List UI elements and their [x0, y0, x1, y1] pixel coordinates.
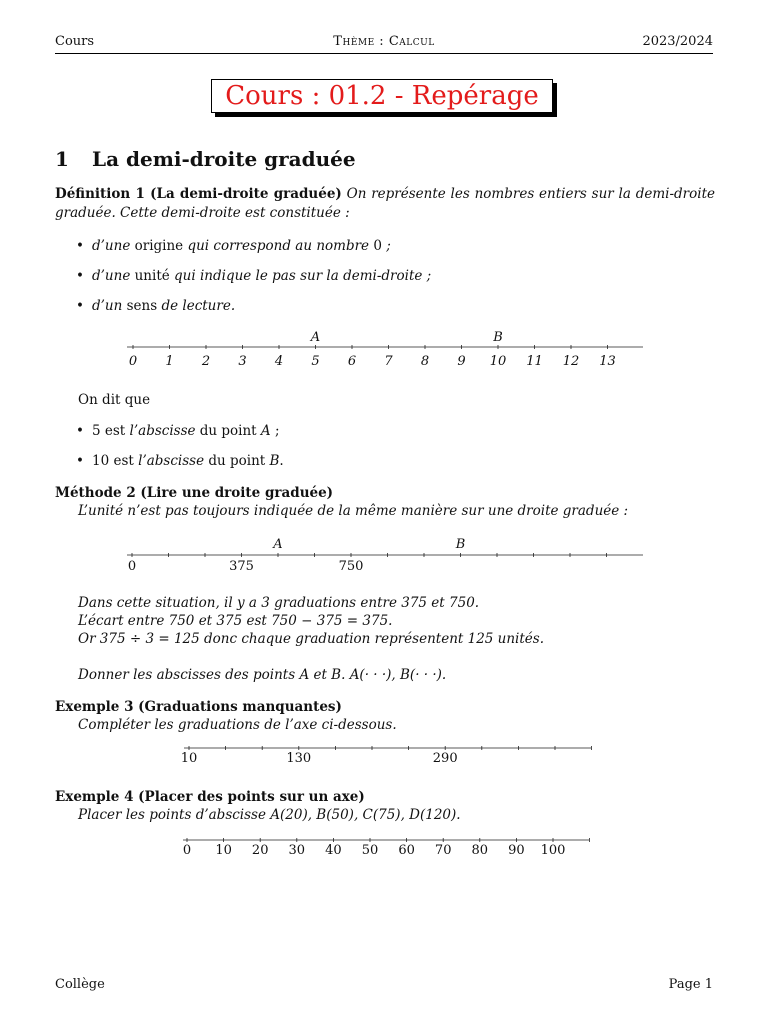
- tick-label: 4: [274, 354, 284, 369]
- exemple3-label: Exemple 3 (Graduations manquantes): [55, 699, 342, 715]
- methode-line-2: L’écart entre 750 et 375 est 750 − 375 = 375.: [78, 613, 393, 629]
- tick-label: 12: [562, 354, 580, 369]
- header-left: Cours: [55, 34, 95, 49]
- page-title: Cours : 01.2 - Repérage: [211, 79, 553, 113]
- tick-label: 10: [215, 843, 232, 858]
- tick-label: 10: [180, 751, 198, 766]
- item-end: .: [279, 453, 284, 469]
- tick-label: 6: [347, 354, 357, 369]
- point-label: A: [273, 537, 283, 552]
- tick-label: 11: [526, 354, 543, 369]
- item-pre: d’un: [92, 298, 127, 314]
- tick-label: 130: [286, 751, 312, 766]
- point-label: B: [493, 330, 503, 345]
- tick-label: 7: [384, 354, 393, 369]
- tick-label: 8: [420, 354, 430, 369]
- list-item: [76, 237, 391, 256]
- exemple4-label: Exemple 4 (Placer des points sur un axe): [55, 789, 365, 805]
- tick-label: 3: [238, 354, 247, 369]
- tick-label: 30: [288, 843, 306, 858]
- footer-right: Page 1: [668, 977, 713, 992]
- number-line-2: [0, 528, 768, 578]
- number-line-1: [0, 320, 768, 380]
- item-post: qui correspond au nombre: [183, 238, 374, 254]
- item-post: du point: [195, 423, 261, 439]
- methode-line-1: Dans cette situation, il y a 3 graduations entre 375 et 750.: [78, 595, 480, 611]
- tick-label: 100: [540, 843, 566, 858]
- item-end: ;: [381, 238, 391, 254]
- list-item: [76, 422, 280, 441]
- tick-label: 40: [325, 843, 342, 858]
- bullet-icon: •: [76, 238, 84, 254]
- item-term: unité: [134, 268, 170, 284]
- number-line-3: [0, 738, 768, 768]
- point-label: A: [310, 330, 321, 345]
- definition-label: Définition 1 (La demi-droite graduée): [55, 186, 342, 202]
- footer-left: Collège: [55, 977, 105, 992]
- tick-label: 80: [471, 843, 489, 858]
- tick-label: 1: [165, 354, 174, 369]
- item-pre: d’une: [92, 238, 135, 254]
- on-dit-intro: On dit que: [78, 392, 151, 408]
- tick-label: 9: [457, 354, 466, 369]
- point-label: B: [455, 537, 466, 552]
- item-value: 0: [373, 238, 382, 254]
- bullet-icon: •: [76, 298, 84, 314]
- item-point: A: [260, 423, 271, 439]
- item-term: l’abscisse: [129, 423, 196, 439]
- list-item: [76, 297, 236, 316]
- definition-block: [55, 185, 715, 223]
- tick-label: 10: [489, 354, 507, 369]
- bullet-icon: •: [76, 423, 84, 439]
- section-heading: [55, 147, 356, 171]
- exemple4-text: Placer les points d’abscisse A(20), B(50), C(75), D(120).: [78, 807, 461, 823]
- item-value: 5: [92, 423, 101, 439]
- tick-label: 375: [229, 559, 254, 574]
- exemple3-text: Compléter les graduations de l’axe ci-dessous.: [78, 717, 397, 733]
- methode-label: Méthode 2 (Lire une droite graduée): [55, 485, 334, 501]
- methode-question: Donner les abscisses des points A et B. A(· · ·), B(· · ·).: [78, 667, 447, 683]
- tick-label: 0: [182, 843, 192, 858]
- list-item: [76, 452, 284, 471]
- item-point: B: [269, 453, 280, 469]
- item-term: l’abscisse: [138, 453, 205, 469]
- tick-label: 13: [599, 354, 616, 369]
- section-title: La demi-droite graduée: [92, 147, 356, 171]
- item-term: origine: [134, 238, 184, 254]
- item-mid: est: [100, 423, 130, 439]
- list-item: [76, 267, 432, 286]
- definition-text-line1: On représente les nombres entiers sur la demi-droite: [346, 186, 715, 202]
- definition-text-line2: graduée. Cette demi-droite est constituée :: [55, 205, 350, 221]
- item-post: de lecture.: [157, 298, 236, 314]
- bullet-icon: •: [76, 453, 84, 469]
- item-term: sens: [126, 298, 158, 314]
- number-line-4: [0, 830, 768, 860]
- tick-label: 20: [251, 843, 269, 858]
- tick-label: 2: [201, 354, 211, 369]
- tick-label: 70: [434, 843, 452, 858]
- tick-label: 0: [128, 354, 138, 369]
- tick-label: 290: [432, 751, 458, 766]
- item-value: 10: [92, 453, 110, 469]
- tick-label: 60: [398, 843, 415, 858]
- tick-label: 90: [508, 843, 525, 858]
- bullet-icon: •: [76, 268, 84, 284]
- item-post: du point: [204, 453, 270, 469]
- header-rule: [55, 53, 713, 54]
- item-mid: est: [109, 453, 139, 469]
- header-right: 2023/2024: [642, 34, 713, 49]
- methode-text: L’unité n’est pas toujours indiquée de la même manière sur une droite graduée :: [78, 503, 629, 519]
- tick-label: 0: [127, 559, 137, 574]
- item-pre: d’une: [92, 268, 135, 284]
- item-end: ;: [270, 423, 280, 439]
- header-center: Thème : Calcul: [333, 34, 435, 49]
- tick-label: 5: [311, 354, 320, 369]
- methode-line-3: Or 375 ÷ 3 = 125 donc chaque graduation représentent 125 unités.: [78, 631, 545, 647]
- section-number: 1: [55, 147, 69, 171]
- tick-label: 50: [361, 843, 379, 858]
- tick-label: 750: [338, 559, 364, 574]
- item-post: qui indique le pas sur la demi-droite ;: [169, 268, 432, 284]
